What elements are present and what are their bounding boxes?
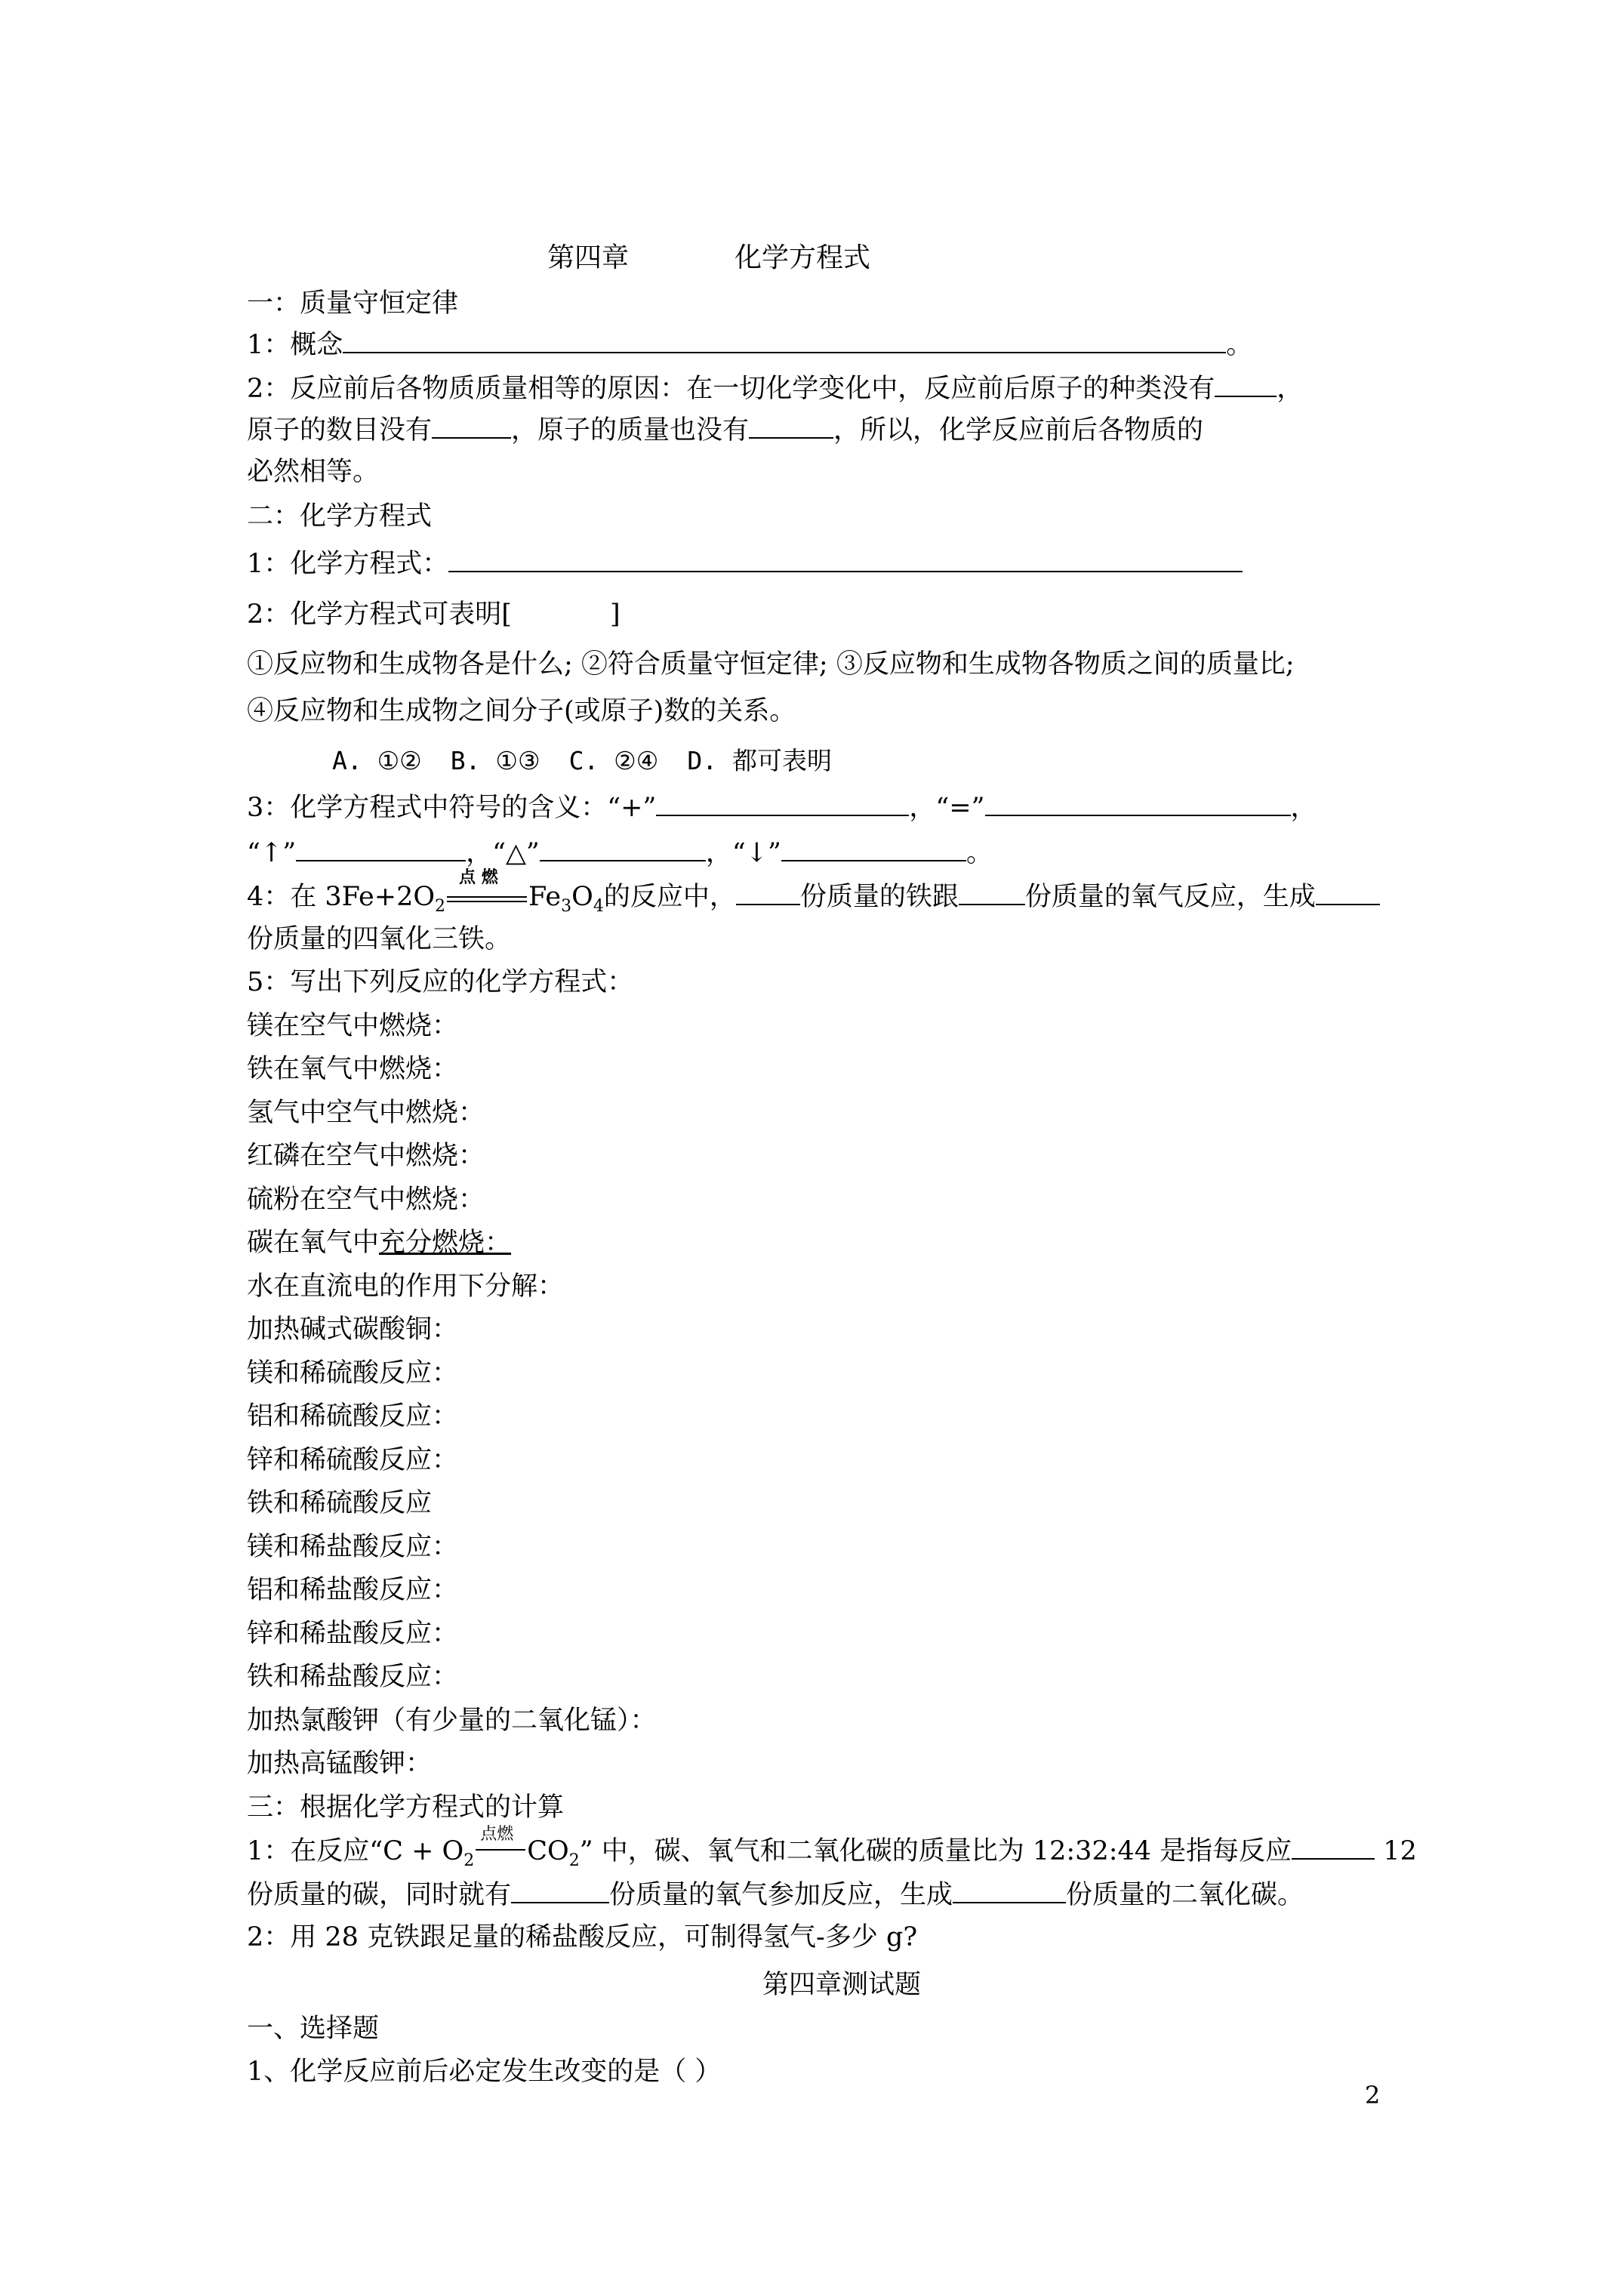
- reaction-arrow: [445, 868, 528, 905]
- test-section-heading: 一、选择题: [247, 2014, 380, 2044]
- s3-q1-text-c: ” 中，碳、氧气和二氧化碳的质量比为 12:32:44 是指每反应: [579, 1836, 1292, 1866]
- s3-q1-blank3[interactable]: [953, 1876, 1066, 1903]
- section1-heading: 一：质量守恒定律: [247, 288, 459, 319]
- reaction-item: [247, 1225, 511, 1261]
- s1-q2-line1: [247, 370, 1303, 407]
- option-a[interactable]: A. ①②: [332, 746, 422, 775]
- product: Fe: [528, 882, 562, 912]
- option-c[interactable]: C. ②④: [568, 746, 659, 775]
- s2-q3-down: ，“↓”: [705, 838, 781, 868]
- s2-q4-line2: 份质量的四氧化三铁。: [247, 924, 512, 954]
- option-b[interactable]: B. ①③: [450, 746, 540, 775]
- product: CO: [527, 1836, 569, 1866]
- s2-q4-text-c: 份质量的氧气反应，生成: [1024, 882, 1316, 912]
- s2-q2-statements-1: ①反应物和生成物各是什么; ②符合质量守恒定律; ③反应物和生成物各物质之间的质量比;: [247, 649, 1295, 680]
- reaction-item: 锌和稀盐酸反应：: [247, 1619, 459, 1649]
- s1-q2-comma: ，: [1277, 374, 1304, 404]
- s2-q2-prefix: 2：化学方程式可表明[: [247, 599, 512, 630]
- s3-q1-text-g: 份质量的二氧化碳。: [1066, 1880, 1304, 1910]
- option-d[interactable]: D. 都可表明: [687, 746, 832, 775]
- reaction-condition: 点燃: [480, 1825, 514, 1844]
- test-title: 第四章测试题: [762, 1970, 922, 2000]
- reaction-item: 硫粉在空气中燃烧：: [247, 1185, 485, 1215]
- s2-q4-blank2[interactable]: [959, 878, 1025, 905]
- reaction-item: 铁和稀硫酸反应: [247, 1488, 433, 1518]
- s3-q1-text-e: 份质量的碳，同时就有: [247, 1880, 512, 1910]
- s3-q2: 2：用 28 克铁跟足量的稀盐酸反应，可制得氢气-多少 g?: [247, 1922, 918, 1952]
- s1-q1: [247, 326, 1252, 363]
- s3-q1-line1: [247, 1825, 1417, 1879]
- s2-q2-statements-2: ④反应物和生成物之间分子(或原子)数的关系。: [247, 696, 796, 726]
- s2-q2: [247, 596, 621, 633]
- s2-q1: [247, 545, 1243, 582]
- s2-q2-options: [332, 743, 861, 779]
- reaction-item: 铁在氧气中燃烧：: [247, 1054, 459, 1084]
- reaction-item: 加热碱式碳酸铜：: [247, 1314, 459, 1345]
- s2-q4-text-b: 份质量的铁跟: [799, 882, 959, 912]
- s3-q1-text-a: 1：在反应“C + O: [247, 1836, 464, 1866]
- s2-q1-prefix: 1：化学方程式：: [247, 549, 449, 579]
- s2-q4-blank3[interactable]: [1316, 878, 1380, 905]
- s2-q2-suffix: ]: [609, 599, 621, 630]
- product: O: [571, 882, 593, 912]
- s1-q2-blank2[interactable]: [432, 411, 511, 439]
- reaction-item: 加热高锰酸钾：: [247, 1749, 433, 1779]
- s1-q2-blank3[interactable]: [749, 411, 833, 439]
- subscript: 3: [561, 897, 572, 916]
- reaction-item: 铝和稀硫酸反应：: [247, 1401, 459, 1432]
- subscript: 2: [463, 1851, 475, 1870]
- s2-q4-text-a: 的反应中，: [603, 882, 736, 912]
- reaction-item: 氢气中空气中燃烧：: [247, 1098, 485, 1128]
- s2-q3-comma: ，: [1290, 793, 1317, 823]
- s2-q3-blank2[interactable]: [985, 789, 1291, 816]
- s1-q2-text-b: ，原子的质量也没有: [511, 415, 750, 445]
- s2-q5-heading: 5：写出下列反应的化学方程式：: [247, 967, 634, 997]
- s1-q2-line2: [247, 411, 1203, 448]
- section3-heading: 三：根据化学方程式的计算: [247, 1792, 565, 1823]
- s1-q2-line3: 必然相等。: [247, 457, 380, 487]
- reaction-item: 水在直流电的作用下分解：: [247, 1271, 565, 1302]
- s2-q4-blank1[interactable]: [736, 878, 800, 905]
- s3-q1-blank2[interactable]: [511, 1876, 609, 1903]
- s1-q1-prefix: 1：概念: [247, 330, 343, 360]
- s1-q2-blank1[interactable]: [1215, 370, 1277, 397]
- reaction-condition: 点 燃: [459, 868, 498, 887]
- s2-q3-blank5[interactable]: [781, 834, 966, 861]
- s2-q4-prefix: 4：在 3Fe+2O: [247, 882, 436, 912]
- s1-q2-text: 2：反应前后各物质质量相等的原因：在一切化学变化中，反应前后原子的种类没有: [247, 374, 1215, 404]
- reaction-underlined-text: 充分燃烧：: [379, 1228, 512, 1258]
- section2-heading: 二：化学方程式: [247, 501, 433, 532]
- subscript: 2: [568, 1851, 580, 1870]
- s1-q1-blank[interactable]: [343, 326, 1226, 353]
- s2-q3-plus: 3：化学方程式中符号的含义：“+”: [247, 793, 657, 823]
- subscript: 2: [435, 897, 446, 916]
- reaction-item: 加热氯酸钾（有少量的二氧化锰）：: [247, 1706, 657, 1736]
- reaction-item: 铁和稀盐酸反应：: [247, 1662, 459, 1692]
- s3-q1-text-f: 份质量的氧气参加反应，生成: [609, 1880, 953, 1910]
- s2-q3-up: “↑”: [247, 838, 297, 868]
- s2-q3-blank1[interactable]: [656, 789, 909, 816]
- s1-q1-suffix: 。: [1226, 330, 1253, 360]
- s2-q3-equals: ，“=”: [909, 793, 985, 823]
- s3-q1-blank1[interactable]: [1292, 1832, 1375, 1860]
- reaction-item: 镁在空气中燃烧：: [247, 1011, 459, 1041]
- s3-q1-line2: [247, 1876, 1304, 1913]
- s2-q1-blank[interactable]: [448, 545, 1243, 572]
- chapter-title: [547, 240, 870, 276]
- page-number: 2: [1365, 2081, 1381, 2110]
- reaction-item: 铝和稀盐酸反应：: [247, 1575, 459, 1605]
- test-q1: 1、化学反应前后必定发生改变的是（ ）: [247, 2057, 722, 2087]
- chapter-number: 第四章: [547, 242, 630, 273]
- reaction-arrow: [474, 1825, 527, 1860]
- reaction-text: 碳在氧气中: [247, 1228, 380, 1258]
- s1-q2-text-c: ，所以，化学反应前后各物质的: [833, 415, 1204, 445]
- reaction-item: 镁和稀盐酸反应：: [247, 1532, 459, 1562]
- subscript: 4: [593, 897, 604, 916]
- s1-q2-text-a: 原子的数目没有: [247, 415, 433, 445]
- s2-q3-line1: [247, 789, 1317, 826]
- s2-q4-line1: [247, 868, 1380, 925]
- reaction-item: 锌和稀硫酸反应：: [247, 1445, 459, 1475]
- reaction-item: 镁和稀硫酸反应：: [247, 1358, 459, 1388]
- chapter-name: 化学方程式: [735, 242, 871, 273]
- s2-q3-heat: ，“△”: [466, 838, 540, 868]
- s2-q3-blank4[interactable]: [540, 834, 706, 861]
- s3-q1-text-d: 12: [1375, 1836, 1417, 1866]
- s2-q3-line2: [247, 834, 993, 871]
- s2-q3-period: 。: [965, 838, 993, 868]
- s2-q3-blank3[interactable]: [296, 834, 466, 861]
- reaction-item: 红磷在空气中燃烧：: [247, 1141, 485, 1171]
